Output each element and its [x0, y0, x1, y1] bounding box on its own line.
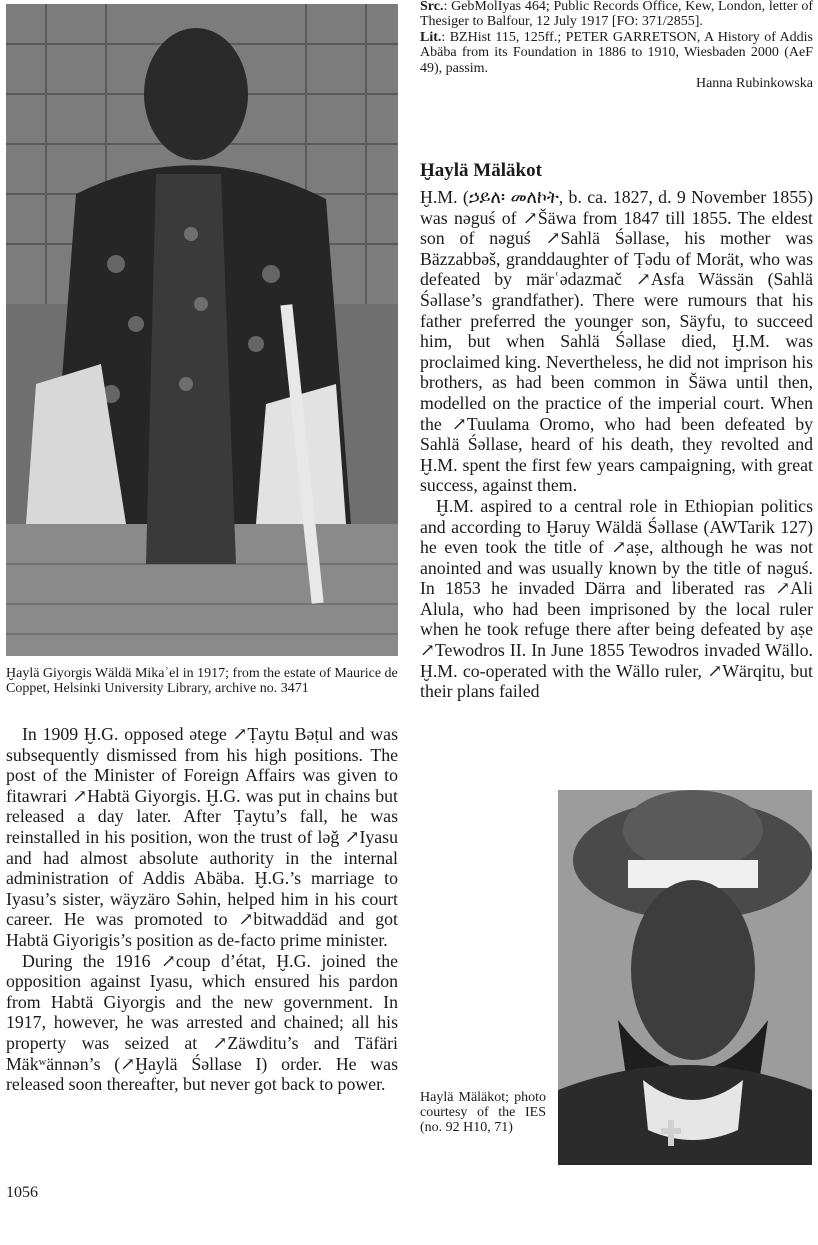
literature-line [420, 30, 813, 76]
portrait-photo-hayla-giyorgis [6, 4, 398, 656]
body-paragraph: During the 1916 ↗coup d’état, Ḫ.G. joined the opposition against Iyasu, which ensured his pardon from Habtä Giyorgis and the new government. In 1917, however, he was arrested and chained; all his property was seized at ↗Zäwditu’s and Täfäri Mäkʷännən’s (↗Ḫaylä Śəllase I) order. He was released soon thereafter, but never got back to power. [6, 950, 398, 1095]
body-paragraph: Ḫ.M. aspired to a central role in Ethiopian politics and according to Ḫəruy Wäldä Śəllase (AWTarik 127) he even took the title of ↗aṣe, although he was not anointed and was usually known by the title of nəguś. In 1853 he invaded Därra and liberated ras ↗Ali Alula, who had been imprisoned by the local ruler when he took refuge there after being defeated by aṣe ↗Tewodros II. In June 1855 Tewodros invaded Wällo. Ḫ.M. co-operated with the Wällo ruler, ↗Wärqitu, but their plans failed [420, 495, 813, 702]
sources-block [420, 0, 813, 91]
photo-caption-right: Haylä Mäläkot; photo courtesy of the IES (no. 92 H10, 71) [420, 1090, 546, 1135]
left-text-column [6, 724, 398, 1095]
author-name: Hanna Rubinkowska [695, 76, 813, 92]
body-paragraph: In 1909 Ḫ.G. opposed ətege ↗Ṭaytu Bəṭul and was subsequently dismissed from his high positions. The post of the Minister of Foreign Affairs was given to fitawrari ↗Habtä Giyorgis. Ḫ.G. was put in chains but released a day later. After Ṭaytu’s fall, he was reinstalled in his position, won the trust of ləǧ ↗Iyasu and had almost absolute authority in the internal administration of Addis Abäba. Ḫ.G.’s marriage to Iyasu’s sister, wäyzäro Səhin, helped him in his court career. He was promoted to ↗bitwaddäd and got Habtä Giyorigis’s position as de-facto prime minister. [6, 724, 398, 950]
entry-title: Ḫaylä Mäläkot [420, 160, 542, 181]
photo-caption-left: Ḫaylä Giyorgis Wäldä Mikaʾel in 1917; from the estate of Maurice de Coppet, Helsinki University Library, archive no. 3471 [6, 666, 398, 696]
src-label: Src. [420, 0, 444, 14]
right-text-column [420, 187, 813, 702]
sources-line [420, 0, 813, 30]
body-paragraph: Ḫ.M. (ኃይለ፡ መለኮት, b. ca. 1827, d. 9 November 1855) was nəguś of ↗Šäwa from 1847 till 1855. The eldest son of nəguś ↗Sahlä Śəllase, his mother was Bäzzabbəš, granddaughter of Ṭədu of Morät, who was defeated by märʿədazmač ↗Asfa Wässän (Sahlä Śəllase’s grandfather). There were rumours that his father preferred the younger son, Säyfu, to succeed him, but when Sahlä Śəllase died, Ḫ.M. was proclaimed king. Nevertheless, he did not imprison his brothers, as had been common in Šäwa until then, modelled on the practice of the imperial court. When the ↗Tuulama Oromo, who had been defeated by Sahlä Śəllase, heard of his death, they revolted and Ḫ.M. spent the first few years campaigning, with great success, against them. [420, 187, 813, 496]
page-number: 1056 [6, 1184, 38, 1201]
portrait-photo-hayla-malakot [558, 790, 812, 1165]
lit-label: Lit. [420, 29, 442, 45]
lit-text: : BZHist 115, 125ff.; PETER GARRETSON, A History of Addis Abäba from its Foundation in 1886 to 1910, Wiesbaden 2000 (AeF 49), passim. [420, 29, 813, 76]
src-text: : GebMolIyas 464; Public Records Office, Kew, London, letter of Thesiger to Balfour, 12 July 1917 [FO: 371/2855]. [420, 0, 813, 30]
